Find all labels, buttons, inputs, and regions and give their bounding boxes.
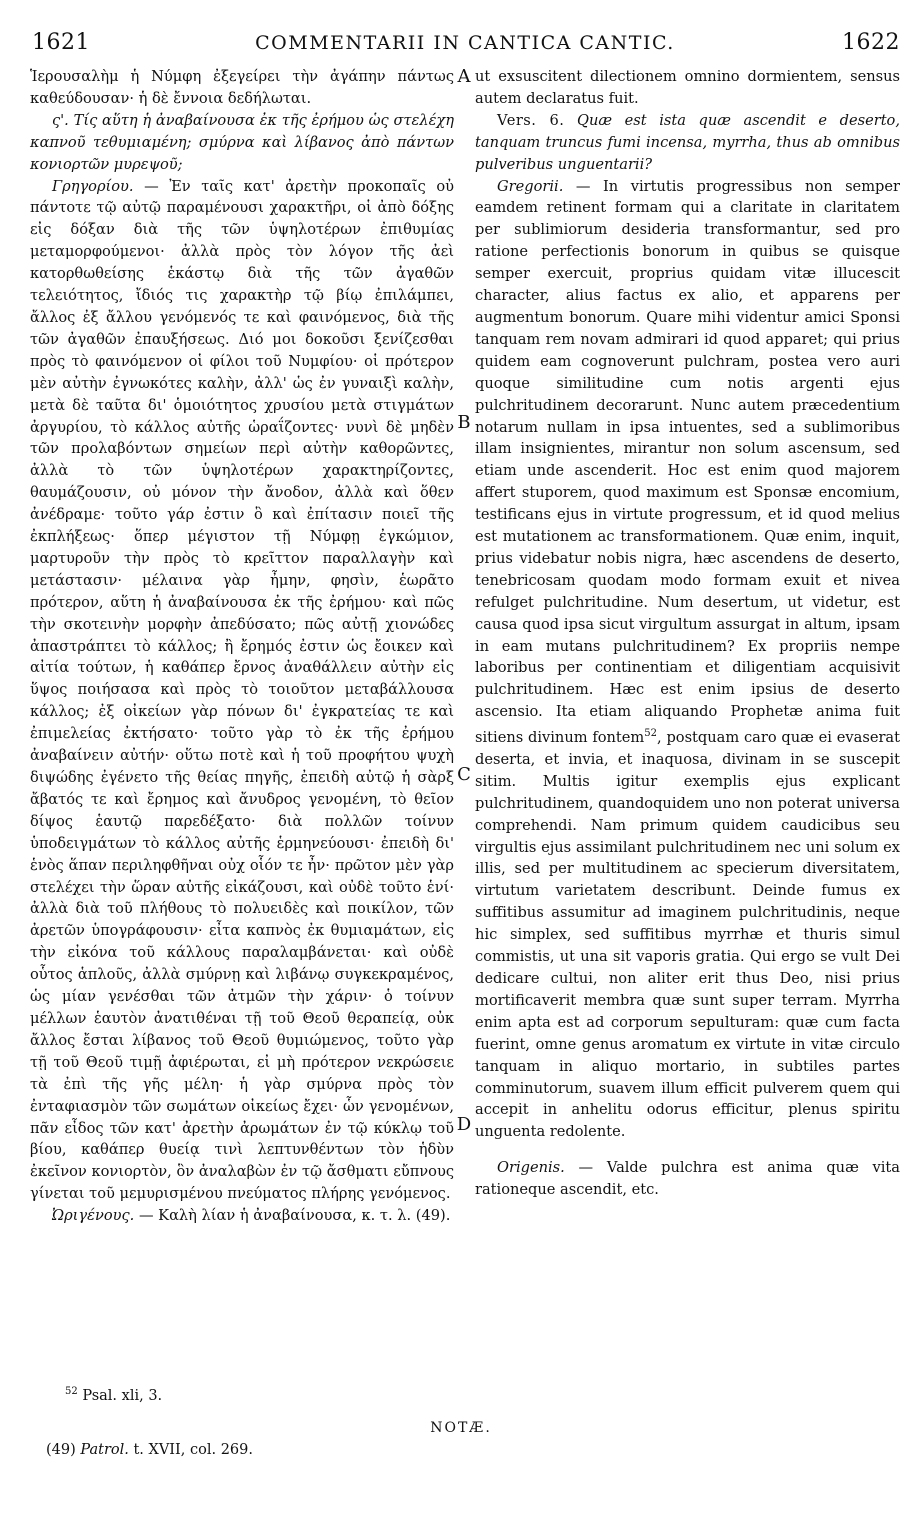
latin-paragraph-intro: ut exsuscitent dilectionem omnino dormientem, sensus autem declaratus fuit.: [475, 68, 900, 107]
greek-verse-text: Τίς αὕτη ἡ ἀναβαίνουσα ἐκ τῆς ἐρήμου ὡς στελέχη καπνοῦ τεθυμιαμένη; σμύρνα καὶ λίβανος ἀπὸ πάντων κονιορτῶν μυρεψοῦ;: [30, 111, 454, 173]
footnote-reference: 52: [644, 728, 658, 740]
running-header: [30, 30, 900, 58]
latin-verse-text: Quæ est ista quæ ascendit e deserto, tanquam truncus fumi incensa, myrrha, thus ab omnibus pulveribus unguentarii?: [475, 111, 900, 173]
latin-gregory-text-continued: , postquam caro quæ ei evaserat deserta, et invia, et inaquosa, divinam in se suscepit sitim. Multis igitur exemplis ejus explicant pulchritudinem, quandoquidem uno non poterat universa comprehendi. Nam primum quidem caudicibus seu virgultis ejus assimilant pulchritudinem nec uni solum ex illis, sed per multitudinem ac specierum diversitatem, virtutum varietatem describunt. Deinde fumus ex suffitibus assumitur ad imaginem pulchritudinis, neque hic simplex, sed suffitibus myrrhæ et thuris simul commistis, ut una sit vaporis gratia. Qui ergo se vult Dei dedicare cultui, non aliter erit thus Deo, nisi prius mortificaverit membra quæ sunt super terram. Myrrha enim apta est ad corporum sepulturam: quæ cum facta fuerint, omne genus aromatum ex virtute in vitæ circulo tanquam in aliquo mortario, in subtiles partes comminutorum, suavem illum efficit pulverem quem qui accepit in anhelitu odorus efficitur, plenus spiritu unguenta redolente.: [475, 729, 900, 1141]
running-title: COMMENTARII IN CANTICA CANTIC.: [255, 32, 675, 54]
footnote-number: 52: [65, 1386, 78, 1397]
latin-origen-text: — Valde pulchra est anima quæ vita rationeque ascendit, etc.: [475, 1159, 900, 1199]
latin-gregory-label: Gregorii.: [497, 177, 564, 195]
margin-marker-c: C: [457, 764, 471, 785]
notes-heading: NOTÆ.: [430, 1420, 492, 1436]
page-number-right: 1622: [842, 30, 900, 55]
greek-origen-text: — Καλὴ λίαν ἡ ἀναβαίνουσα, κ. τ. λ. (49).: [138, 1207, 451, 1225]
latin-column: [475, 66, 900, 1201]
latin-gregory-commentary: [475, 176, 900, 1144]
footnote-text: Psal. xli, 3.: [82, 1387, 163, 1404]
note-49-number: (49): [46, 1442, 76, 1458]
greek-origen-label: Ὠριγένους.: [52, 1207, 135, 1225]
margin-marker-d: D: [456, 1114, 472, 1135]
greek-gregory-label: Γρηγορίου.: [52, 177, 134, 195]
latin-verse: [475, 110, 900, 176]
note-49-source: Patrol.: [80, 1442, 129, 1458]
page-number-left: 1621: [32, 30, 90, 55]
footnote: [65, 1386, 162, 1404]
margin-marker-b: B: [457, 412, 471, 433]
note-49-reference: t. XVII, col. 269.: [133, 1442, 253, 1458]
greek-paragraph-intro: Ἱερουσαλὴμ ἡ Νύμφη ἐξεγείρει τὴν ἀγάπην πάντως καθεύδουσαν· ἡ δὲ ἔννοια δεδήλωται.: [30, 68, 454, 107]
greek-column: [30, 66, 454, 1227]
margin-marker-a: A: [457, 66, 471, 87]
greek-origen-commentary: [30, 1205, 454, 1227]
greek-verse-number: ς'.: [52, 111, 69, 129]
greek-verse: [30, 110, 454, 176]
latin-gregory-text: — In virtutis progressibus non semper eamdem retinent formam qui a claritate in claritatem per sublimiorum desideria transformantur, sed pro ratione perfectionis bonorum in quibus se quisque semper exercuit, proprius quidam vitæ illucescit character, alius factus ex alio, et apparens per augmentum bonorum. Quare mihi videntur amici Sponsi tanquam rem novam admirari id quod apparet; qui prius quidem eam cognoverunt pulchram, postea vero auri quoque similitudine cum notis argenti ejus pulchritudinem decorarunt. Nunc autem præcedentium notarum nullam in ipsa intuentes, sed a sublimoribus illam insignientes, mirantur non solum ascensum, sed etiam unde ascenderit. Hoc est enim quod majorem affert stuporem, quod maximum est Sponsæ encomium, testificans ejus in virtute progressum, et id quod melius est mutationem ac transformationem. Quæ enim, inquit, prius videbatur nobis nigra, hæc ascendens de deserto, tenebricosam quodam modo formam exuit et nivea refulget pulchritudine. Num desertum, ut videtur, est causa quod ipsa sicut virgultum assurgat in altum, ipsam in eam mutans pulchritudinem? Ex propriis nempe laboribus per continentiam et diligentiam acquisivit pulchritudinem. Hæc est enim ipsius de deserto ascensio. Ita etiam aliquando Prophetæ anima fuit sitiens divinum fontem: [475, 177, 900, 747]
latin-origen-commentary: [475, 1157, 900, 1201]
latin-verse-label: Vers. 6.: [497, 111, 565, 129]
latin-origen-label: Origenis.: [497, 1159, 565, 1177]
greek-gregory-commentary: [30, 176, 454, 1206]
note-49: [46, 1442, 253, 1458]
greek-gregory-text: — Ἐν ταῖς κατ' ἀρετὴν προκοπαῖς οὐ πάντοτε τῷ αὐτῷ παραμένουσι χαρακτῆρι, οἱ ἀπὸ δόξης εἰς δόξαν διὰ τῆς τῶν ὑψηλοτέρων ἐπιθυμίας μεταμορφούμενοι· ἀλλὰ πρὸς τὸν λόγον τῆς ἀεὶ κατορθωθείσης ἑκάστῳ διὰ τῆς τῶν ἀγαθῶν τελειότητος, ἴδιός τις χαρακτὴρ τῷ βίῳ ἐπιλάμπει, ἄλλος ἐξ ἄλλου γενόμενός τε καὶ φαινόμενος, διὰ τῆς τῶν ἀγαθῶν ἐπαυξήσεως. Διό μοι δοκοῦσι ξενίζεσθαι πρὸς τὸ φαινόμενον οἱ φίλοι τοῦ Νυμφίου· οἱ πρότερον μὲν αὐτὴν ἐγνωκότες καλὴν, ἀλλ' ὡς ἐν γυναιξὶ καλὴν, μετὰ δὲ ταῦτα δι' ὁμοιότητος χρυσίου μετὰ στιγμάτων ἀργυρίου, τὸ κάλλος αὐτῆς ὡραΐζοντες· νυνὶ δὲ μηδὲν τῶν προλαβόντων σημείων περὶ αὐτὴν καθορῶντες, ἀλλὰ τὸ τῶν ὑψηλοτέρων χαρακτηρίζοντες, θαυμάζουσιν, οὐ μόνον τὴν ἄνοδον, ἀλλὰ καὶ ὅθεν ἀνέδραμε· τοῦτο γάρ ἐστιν ὃ καὶ ἐπίτασιν ποιεῖ τῆς ἐκπλήξεως· ὅπερ μέγιστον τῇ Νύμφῃ ἐγκώμιον, μαρτυροῦν τὴν πρὸς τὸ κρεῖττον παραλλαγὴν καὶ μετάστασιν· μέλαινα γὰρ ἦμην, φησὶν, ἑωρᾶτο πρότερον, αὕτη ἡ ἀναβαίνουσα ἐκ τῆς ἐρήμου· καὶ πῶς τὴν σκοτεινὴν μορφὴν ἀπεδύσατο; πῶς αὐτῇ χιονώδες ἀπαστράπτει τὸ κάλλος; ἢ ἔρημός ἐστιν ὡς ἔοικεν καὶ αἰτία τούτων, ἡ καθάπερ ἔρνος ἀναθάλλειν αὐτὴν εἰς ὕψος ποιήσασα καὶ πρὸς τὸ τοιοῦτον μεταβάλλουσα κάλλος; ἐξ οἰκείων γὰρ πόνων δι' ἐγκρατείας τε καὶ ἐπιμελείας ἐκτήσατο· τοῦτο γὰρ τὸ ἐκ τῆς ἐρήμου ἀναβαίνειν αὐτήν· οὕτω ποτὲ καὶ ἡ τοῦ προφήτου ψυχὴ διψώδης ἐγένετο τῆς θείας πηγῆς, ἐπειδὴ αὐτῷ ἡ σὰρξ ἄβατός τε καὶ ἔρημος καὶ ἄνυδρος γενομένη, τὸ θεῖον δίψος ἑαυτῷ παρεδέξατο· διὰ πολλῶν τοίνυν ὑποδειγμάτων τὸ κάλλος αὐτῆς ἑρμηνεύουσι· ἐπειδὴ δι' ἑνὸς ἅπαν περιληφθῆναι οὐχ οἷόν τε ἦν· πρῶτον μὲν γὰρ στελέχει τὴν ὥραν αὐτῆς εἰκάζουσι, καὶ οὐδὲ τοῦτο ἑνί· ἀλλὰ διὰ τοῦ πλήθους τὸ πολυειδὲς καὶ ποικίλον, τῶν ἀρετῶν ὑπογράφουσιν· εἶτα καπνὸς ἐκ θυμιαμάτων, εἰς τὴν εἰκόνα τοῦ κάλλους παραλαμβάνεται· καὶ οὐδὲ οὗτος ἁπλοῦς, ἀλλὰ σμύρνῃ καὶ λιβάνῳ συγκεκραμένος, ὡς μίαν γενέσθαι τῶν ἀτμῶν τὴν χάριν· ὁ τοίνυν μέλλων ἑαυτὸν ἀνατιθέναι τῇ τοῦ Θεοῦ θεραπείᾳ, οὐκ ἄλλος ἔσται λίβανος τοῦ Θεοῦ θυμιώμενος, τοῦτο γὰρ τῇ τοῦ Θεοῦ τιμῇ ἀφιέρωται, εἰ μὴ πρότερον νεκρώσειε τὰ ἐπὶ τῆς γῆς μέλη· ἡ γὰρ σμύρνα πρὸς τὸν ἐνταφιασμὸν τῶν σωμάτων οἰκείως ἔχει· ὧν γενομένων, πᾶν εἶδος τῶν κατ' ἀρετὴν ἀρωμάτων ἐν τῷ κύκλῳ τοῦ βίου, καθάπερ θυείᾳ τινὶ λεπτυνθέντων τὸν ἡδὺν ἐκεῖνον κονιορτὸν, ὃν ἀναλαβὼν ἐν τῷ ἄσθματι εὔπνους γίνεται τοῦ μεμυρισμένου πνεύματος πλήρης γενόμενος.: [30, 177, 455, 1203]
